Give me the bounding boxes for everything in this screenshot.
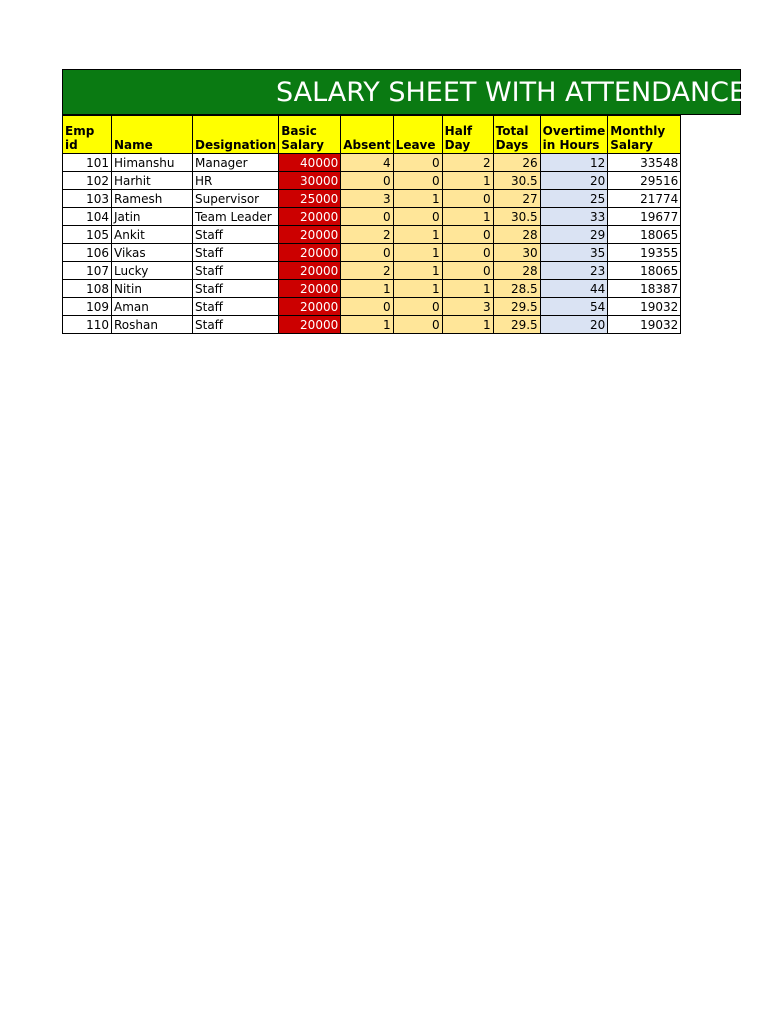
monthly-salary-cell[interactable]: 19355: [608, 244, 681, 262]
designation-cell[interactable]: Staff: [193, 298, 279, 316]
header-name[interactable]: Name: [112, 116, 193, 154]
table-row: [63, 226, 681, 244]
total-days-cell[interactable]: 28: [493, 262, 540, 280]
designation-cell[interactable]: Staff: [193, 280, 279, 298]
monthly-salary-cell[interactable]: 33548: [608, 154, 681, 172]
emp-id-cell[interactable]: 109: [63, 298, 112, 316]
table-row: [63, 298, 681, 316]
designation-cell[interactable]: Staff: [193, 262, 279, 280]
header-leave[interactable]: Leave: [393, 116, 442, 154]
leave-cell[interactable]: 1: [393, 262, 442, 280]
total-days-cell[interactable]: 28.5: [493, 280, 540, 298]
overtime-cell[interactable]: 20: [540, 172, 608, 190]
sheet-title: SALARY SHEET WITH ATTENDANCE: [276, 77, 747, 108]
header-designation[interactable]: Designation: [193, 116, 279, 154]
absent-cell[interactable]: 2: [341, 226, 393, 244]
basic-salary-cell[interactable]: 20000: [279, 226, 341, 244]
monthly-salary-cell[interactable]: 21774: [608, 190, 681, 208]
leave-cell[interactable]: 0: [393, 316, 442, 334]
table-row: [63, 190, 681, 208]
emp-id-cell[interactable]: 101: [63, 154, 112, 172]
monthly-salary-cell[interactable]: 19032: [608, 298, 681, 316]
total-days-cell[interactable]: 26: [493, 154, 540, 172]
table-row: [63, 172, 681, 190]
absent-cell[interactable]: 0: [341, 298, 393, 316]
table-body: [63, 154, 681, 334]
basic-salary-cell[interactable]: 20000: [279, 262, 341, 280]
designation-cell[interactable]: Team Leader: [193, 208, 279, 226]
total-days-cell[interactable]: 28: [493, 226, 540, 244]
absent-cell[interactable]: 0: [341, 172, 393, 190]
basic-salary-cell[interactable]: 20000: [279, 316, 341, 334]
total-days-cell[interactable]: 30.5: [493, 208, 540, 226]
overtime-cell[interactable]: 54: [540, 298, 608, 316]
designation-cell[interactable]: Staff: [193, 316, 279, 334]
header-emp-id[interactable]: Emp id: [63, 116, 112, 154]
table-row: [63, 316, 681, 334]
name-cell[interactable]: Jatin: [112, 208, 193, 226]
half-day-cell[interactable]: 0: [442, 226, 493, 244]
leave-cell[interactable]: 0: [393, 208, 442, 226]
monthly-salary-cell[interactable]: 29516: [608, 172, 681, 190]
absent-cell[interactable]: 1: [341, 280, 393, 298]
header-basic-salary[interactable]: Basic Salary: [279, 116, 341, 154]
table-row: [63, 262, 681, 280]
basic-salary-cell[interactable]: 25000: [279, 190, 341, 208]
name-cell[interactable]: Himanshu: [112, 154, 193, 172]
total-days-cell[interactable]: 29.5: [493, 316, 540, 334]
designation-cell[interactable]: Staff: [193, 244, 279, 262]
half-day-cell[interactable]: 1: [442, 172, 493, 190]
absent-cell[interactable]: 3: [341, 190, 393, 208]
title-bar: [62, 69, 747, 115]
overtime-cell[interactable]: 44: [540, 280, 608, 298]
overtime-cell[interactable]: 25: [540, 190, 608, 208]
leave-cell[interactable]: 1: [393, 280, 442, 298]
emp-id-cell[interactable]: 103: [63, 190, 112, 208]
emp-id-cell[interactable]: 107: [63, 262, 112, 280]
half-day-cell[interactable]: 1: [442, 208, 493, 226]
absent-cell[interactable]: 0: [341, 208, 393, 226]
absent-cell[interactable]: 1: [341, 316, 393, 334]
leave-cell[interactable]: 0: [393, 298, 442, 316]
half-day-cell[interactable]: 1: [442, 316, 493, 334]
half-day-cell[interactable]: 0: [442, 244, 493, 262]
absent-cell[interactable]: 4: [341, 154, 393, 172]
salary-table: [62, 115, 681, 334]
leave-cell[interactable]: 1: [393, 190, 442, 208]
total-days-cell[interactable]: 29.5: [493, 298, 540, 316]
designation-cell[interactable]: Manager: [193, 154, 279, 172]
designation-cell[interactable]: Supervisor: [193, 190, 279, 208]
emp-id-cell[interactable]: 105: [63, 226, 112, 244]
basic-salary-cell[interactable]: 20000: [279, 280, 341, 298]
monthly-salary-cell[interactable]: 19677: [608, 208, 681, 226]
name-cell[interactable]: Roshan: [112, 316, 193, 334]
emp-id-cell[interactable]: 106: [63, 244, 112, 262]
header-half-day[interactable]: Half Day: [442, 116, 493, 154]
basic-salary-cell[interactable]: 20000: [279, 298, 341, 316]
overtime-cell[interactable]: 12: [540, 154, 608, 172]
total-days-cell[interactable]: 30.5: [493, 172, 540, 190]
total-days-cell[interactable]: 27: [493, 190, 540, 208]
name-cell[interactable]: Ramesh: [112, 190, 193, 208]
table-row: [63, 208, 681, 226]
name-cell[interactable]: Nitin: [112, 280, 193, 298]
half-day-cell[interactable]: 3: [442, 298, 493, 316]
header-absent[interactable]: Absent: [341, 116, 393, 154]
half-day-cell[interactable]: 0: [442, 190, 493, 208]
half-day-cell[interactable]: 2: [442, 154, 493, 172]
emp-id-cell[interactable]: 110: [63, 316, 112, 334]
overtime-cell[interactable]: 33: [540, 208, 608, 226]
monthly-salary-cell[interactable]: 18065: [608, 226, 681, 244]
absent-cell[interactable]: 2: [341, 262, 393, 280]
total-days-cell[interactable]: 30: [493, 244, 540, 262]
table-row: [63, 244, 681, 262]
absent-cell[interactable]: 0: [341, 244, 393, 262]
header-monthly-salary[interactable]: Monthly Salary: [608, 116, 681, 154]
overtime-cell[interactable]: 23: [540, 262, 608, 280]
header-row: [63, 116, 681, 154]
designation-cell[interactable]: HR: [193, 172, 279, 190]
emp-id-cell[interactable]: 108: [63, 280, 112, 298]
name-cell[interactable]: Lucky: [112, 262, 193, 280]
basic-salary-cell[interactable]: 20000: [279, 244, 341, 262]
basic-salary-cell[interactable]: 20000: [279, 208, 341, 226]
monthly-salary-cell[interactable]: 19032: [608, 316, 681, 334]
half-day-cell[interactable]: 1: [442, 280, 493, 298]
emp-id-cell[interactable]: 102: [63, 172, 112, 190]
leave-cell[interactable]: 1: [393, 244, 442, 262]
half-day-cell[interactable]: 0: [442, 262, 493, 280]
designation-cell[interactable]: Staff: [193, 226, 279, 244]
monthly-salary-cell[interactable]: 18387: [608, 280, 681, 298]
basic-salary-cell[interactable]: 30000: [279, 172, 341, 190]
name-cell[interactable]: Harhit: [112, 172, 193, 190]
monthly-salary-cell[interactable]: 18065: [608, 262, 681, 280]
header-total-days[interactable]: Total Days: [493, 116, 540, 154]
table-row: [63, 280, 681, 298]
leave-cell[interactable]: 0: [393, 154, 442, 172]
table-row: [63, 154, 681, 172]
emp-id-cell[interactable]: 104: [63, 208, 112, 226]
name-cell[interactable]: Vikas: [112, 244, 193, 262]
leave-cell[interactable]: 0: [393, 172, 442, 190]
leave-cell[interactable]: 1: [393, 226, 442, 244]
overtime-cell[interactable]: 29: [540, 226, 608, 244]
overtime-cell[interactable]: 20: [540, 316, 608, 334]
overtime-cell[interactable]: 35: [540, 244, 608, 262]
header-overtime[interactable]: Overtime in Hours: [540, 116, 608, 154]
name-cell[interactable]: Aman: [112, 298, 193, 316]
basic-salary-cell[interactable]: 40000: [279, 154, 341, 172]
name-cell[interactable]: Ankit: [112, 226, 193, 244]
